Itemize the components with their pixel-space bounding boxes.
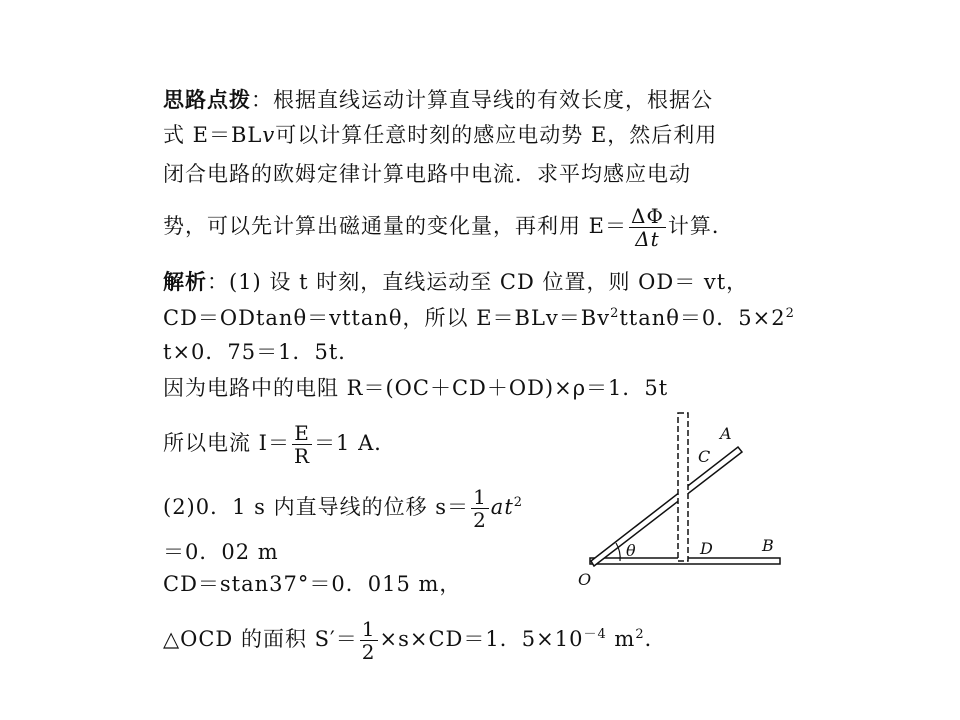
solution-text-3: t×0．75＝1．5t． bbox=[163, 340, 361, 364]
solution-line-9 bbox=[163, 618, 667, 663]
solution-text-9b: ×s×CD＝1．5×10 bbox=[379, 627, 584, 651]
solution-text-6a: (2)0．1 s 内直导线的位移 s＝ bbox=[163, 495, 470, 519]
solution-text-6b: at bbox=[490, 495, 514, 519]
label-o: O bbox=[578, 570, 592, 589]
solution-text-8: CD＝stan37°＝0．015 m， bbox=[163, 572, 462, 596]
solution-text-9a: △OCD 的面积 S′＝ bbox=[163, 627, 358, 651]
solution-text-2b: ttanθ＝0．5×2 bbox=[619, 306, 786, 330]
current-frac-den: R bbox=[293, 444, 311, 468]
area-frac-num: 1 bbox=[361, 617, 376, 641]
hint-text-1: 根据直线运动计算直导线的有效长度，根据公 bbox=[273, 88, 713, 112]
displacement-frac-den: 2 bbox=[473, 508, 487, 532]
displacement-frac-num: 1 bbox=[473, 485, 487, 509]
solution-line-8 bbox=[163, 570, 461, 598]
solution-line-2 bbox=[163, 304, 795, 332]
hint-line-4 bbox=[163, 205, 734, 250]
solution-colon: ： bbox=[207, 270, 229, 294]
hint-text-2b: 可以计算任意时刻的感应电动势 E，然后利用 bbox=[275, 123, 718, 147]
label-d: D bbox=[700, 539, 713, 558]
solution-text-2a: CD＝ODtanθ＝vttanθ，所以 E＝BLv＝Bv bbox=[163, 306, 611, 330]
solution-line-6 bbox=[163, 486, 523, 531]
solution-text-9d: ． bbox=[644, 627, 667, 651]
solution-text-5a: 所以电流 I＝ bbox=[163, 431, 290, 455]
solution-label: 解析 bbox=[163, 269, 207, 294]
hint-line-2 bbox=[163, 121, 717, 149]
solution-sup-9b: 2 bbox=[635, 627, 645, 642]
hint-text-2a: 式 E＝BL bbox=[163, 123, 263, 147]
area-fraction bbox=[360, 618, 378, 663]
solution-text-4: 因为电路中的电阻 R＝(OC＋CD＋OD)×ρ＝1．5t bbox=[163, 376, 669, 400]
solution-line-3 bbox=[163, 338, 360, 366]
current-fraction bbox=[292, 422, 312, 467]
hint-text-4b: 计算． bbox=[667, 214, 734, 238]
area-frac-den: 2 bbox=[361, 640, 376, 664]
rail-oa bbox=[591, 447, 742, 566]
solution-text-7: ＝0．02 m bbox=[163, 540, 279, 564]
hint-frac-num: ΔΦ bbox=[631, 204, 664, 228]
solution-line-7 bbox=[163, 538, 279, 566]
hint-text-3: 闭合电路的欧姆定律计算电路中电流．求平均感应电动 bbox=[163, 162, 691, 186]
hint-fraction bbox=[629, 205, 666, 250]
solution-line-5 bbox=[163, 422, 396, 467]
hint-text-2v: v bbox=[262, 123, 276, 147]
solution-line-4 bbox=[163, 374, 668, 402]
solution-sup-6: 2 bbox=[513, 495, 524, 510]
label-b: B bbox=[762, 536, 774, 555]
hint-line-1 bbox=[163, 86, 713, 114]
moving-rod bbox=[678, 413, 688, 561]
label-c: C bbox=[698, 447, 711, 466]
solution-text-9c: m bbox=[606, 627, 636, 651]
solution-text-1: (1) 设 t 时刻，直线运动至 CD 位置，则 OD＝ vt， bbox=[229, 270, 749, 294]
solution-sup-2a: 2 bbox=[610, 306, 620, 321]
current-frac-num: E bbox=[292, 422, 312, 445]
label-a: A bbox=[720, 424, 732, 443]
physics-diagram bbox=[570, 405, 795, 590]
solution-sup-9: －4 bbox=[583, 627, 607, 642]
label-theta: θ bbox=[626, 541, 636, 560]
solution-line-1 bbox=[163, 268, 748, 296]
hint-label: 思路点拨 bbox=[163, 87, 251, 112]
hint-colon: ： bbox=[251, 88, 273, 112]
displacement-fraction bbox=[471, 486, 489, 531]
solution-sup-2b: 2 bbox=[785, 306, 795, 321]
solution-text-5b: ＝1 A． bbox=[314, 431, 397, 455]
hint-frac-den: Δt bbox=[635, 227, 660, 251]
hint-line-3 bbox=[163, 160, 691, 188]
hint-text-4a: 势，可以先计算出磁通量的变化量，再利用 E＝ bbox=[163, 214, 628, 238]
